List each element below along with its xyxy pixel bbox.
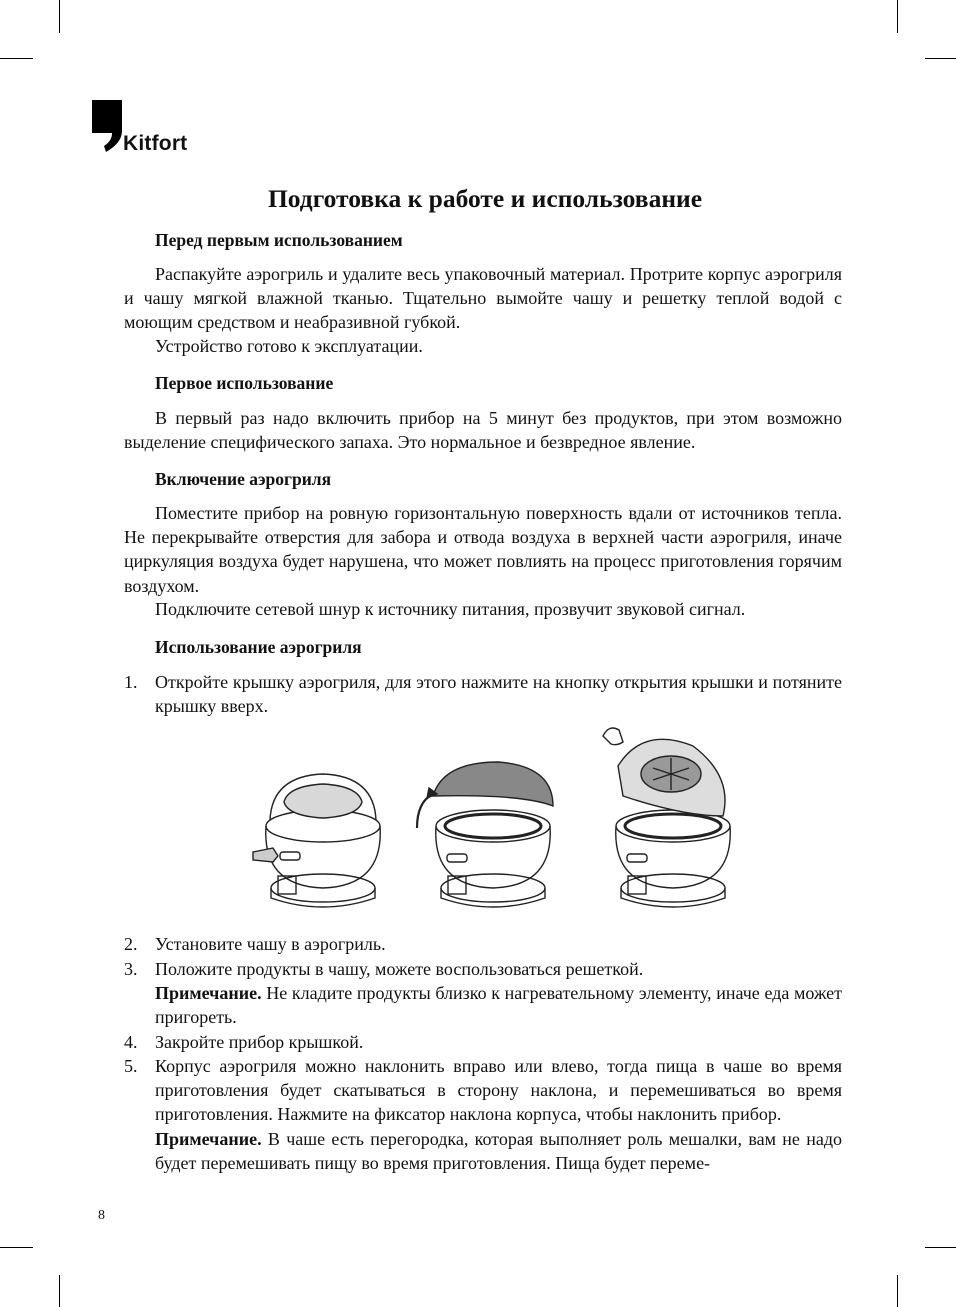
list-number: 4. bbox=[124, 1032, 138, 1052]
list-item bbox=[124, 932, 842, 956]
paragraph bbox=[124, 501, 842, 598]
air-grill-illustration bbox=[238, 716, 731, 930]
brand-name: Kitfort bbox=[123, 132, 188, 155]
paragraph bbox=[124, 597, 842, 621]
page-number: 8 bbox=[98, 1208, 105, 1223]
note-label: Примечание. bbox=[155, 1128, 262, 1149]
crop-mark bbox=[59, 1275, 60, 1307]
paragraph bbox=[124, 262, 842, 335]
list-text: Откройте крышку аэрогриля, для этого нажмите на кнопку открытия крышки и потяните крышку вверх. bbox=[155, 672, 842, 717]
crop-mark bbox=[0, 58, 33, 59]
list-number: 5. bbox=[124, 1056, 138, 1076]
paragraph-text: В первый раз надо включить прибор на 5 минут без продуктов, при этом возможно выделение специфического запаха. Это нормальное и безвредное явление. bbox=[124, 408, 842, 453]
list-item bbox=[124, 957, 842, 1030]
note-text: В чаше есть перегородка, которая выполняет роль мешалки, вам не надо будет перемешивать пищу во время приготовления. Пища будет переме- bbox=[155, 1128, 842, 1173]
list-item bbox=[124, 1054, 842, 1175]
crop-mark bbox=[925, 58, 956, 59]
list-number: 1. bbox=[124, 672, 138, 692]
note bbox=[155, 1127, 842, 1175]
page-title: Подготовка к работе и использование bbox=[267, 184, 703, 213]
paragraph-text: Распакуйте аэрогриль и удалите весь упаковочный материал. Протрите корпус аэрогриля и чашу мягкой влажной тканью. Тщательно вымойте чашу и решетку теплой водой с моющим средством и неабразивной губкой. bbox=[124, 264, 842, 333]
list-item bbox=[124, 670, 842, 718]
list-text: Положите продукты в чашу, можете воспользоваться решеткой. bbox=[155, 959, 644, 979]
paragraph bbox=[124, 334, 842, 358]
brand-logo bbox=[92, 100, 212, 160]
paragraph-text: Поместите прибор на ровную горизонтальную поверхность вдали от источников тепла. Не перекрывайте отверстия для забора и отвода воздуха в верхней части аэрогриля, иначе циркуляция воздуха будет нарушена, что может повлиять на процесс приготовления горячим воздухом. bbox=[124, 503, 842, 596]
list-text: Корпус аэрогриля можно наклонить вправо или влево, тогда пища в чаше во время приготовления будет скатываться в сторону наклона, и перемешиваться во время приготовления. Нажмите на фиксатор наклона корпуса, чтобы наклонить прибор. bbox=[155, 1056, 842, 1125]
note-text: Не кладите продукты близко к нагревательному элементу, иначе еда может пригореть. bbox=[155, 983, 843, 1028]
crop-mark bbox=[59, 0, 60, 33]
heading-switching-on: Включение аэрогриля bbox=[155, 469, 332, 489]
crop-mark bbox=[897, 1275, 898, 1307]
crop-mark bbox=[0, 1247, 33, 1248]
list-item bbox=[124, 1030, 842, 1054]
air-grill-opening-icon bbox=[417, 762, 553, 907]
heading-usage: Использование аэрогриля bbox=[155, 637, 362, 657]
paragraph-text: Подключите сетевой шнур к источнику питания, прозвучит звуковой сигнал. bbox=[155, 599, 746, 619]
crop-mark bbox=[897, 0, 898, 33]
note bbox=[155, 981, 842, 1029]
paragraph bbox=[124, 406, 842, 454]
air-grill-open-icon bbox=[603, 728, 730, 907]
list-number: 2. bbox=[124, 934, 138, 954]
list-number: 3. bbox=[124, 959, 138, 979]
list-text: Закройте прибор крышкой. bbox=[155, 1032, 364, 1052]
crop-mark bbox=[925, 1247, 956, 1248]
heading-first-use: Первое использование bbox=[155, 373, 334, 393]
air-grill-closed-icon bbox=[253, 774, 380, 907]
note-label: Примечание. bbox=[155, 983, 262, 1004]
list-text: Установите чашу в аэрогриль. bbox=[155, 934, 386, 954]
heading-before-first-use: Перед первым использованием bbox=[155, 230, 403, 250]
paragraph-text: Устройство готово к эксплуатации. bbox=[155, 336, 423, 356]
